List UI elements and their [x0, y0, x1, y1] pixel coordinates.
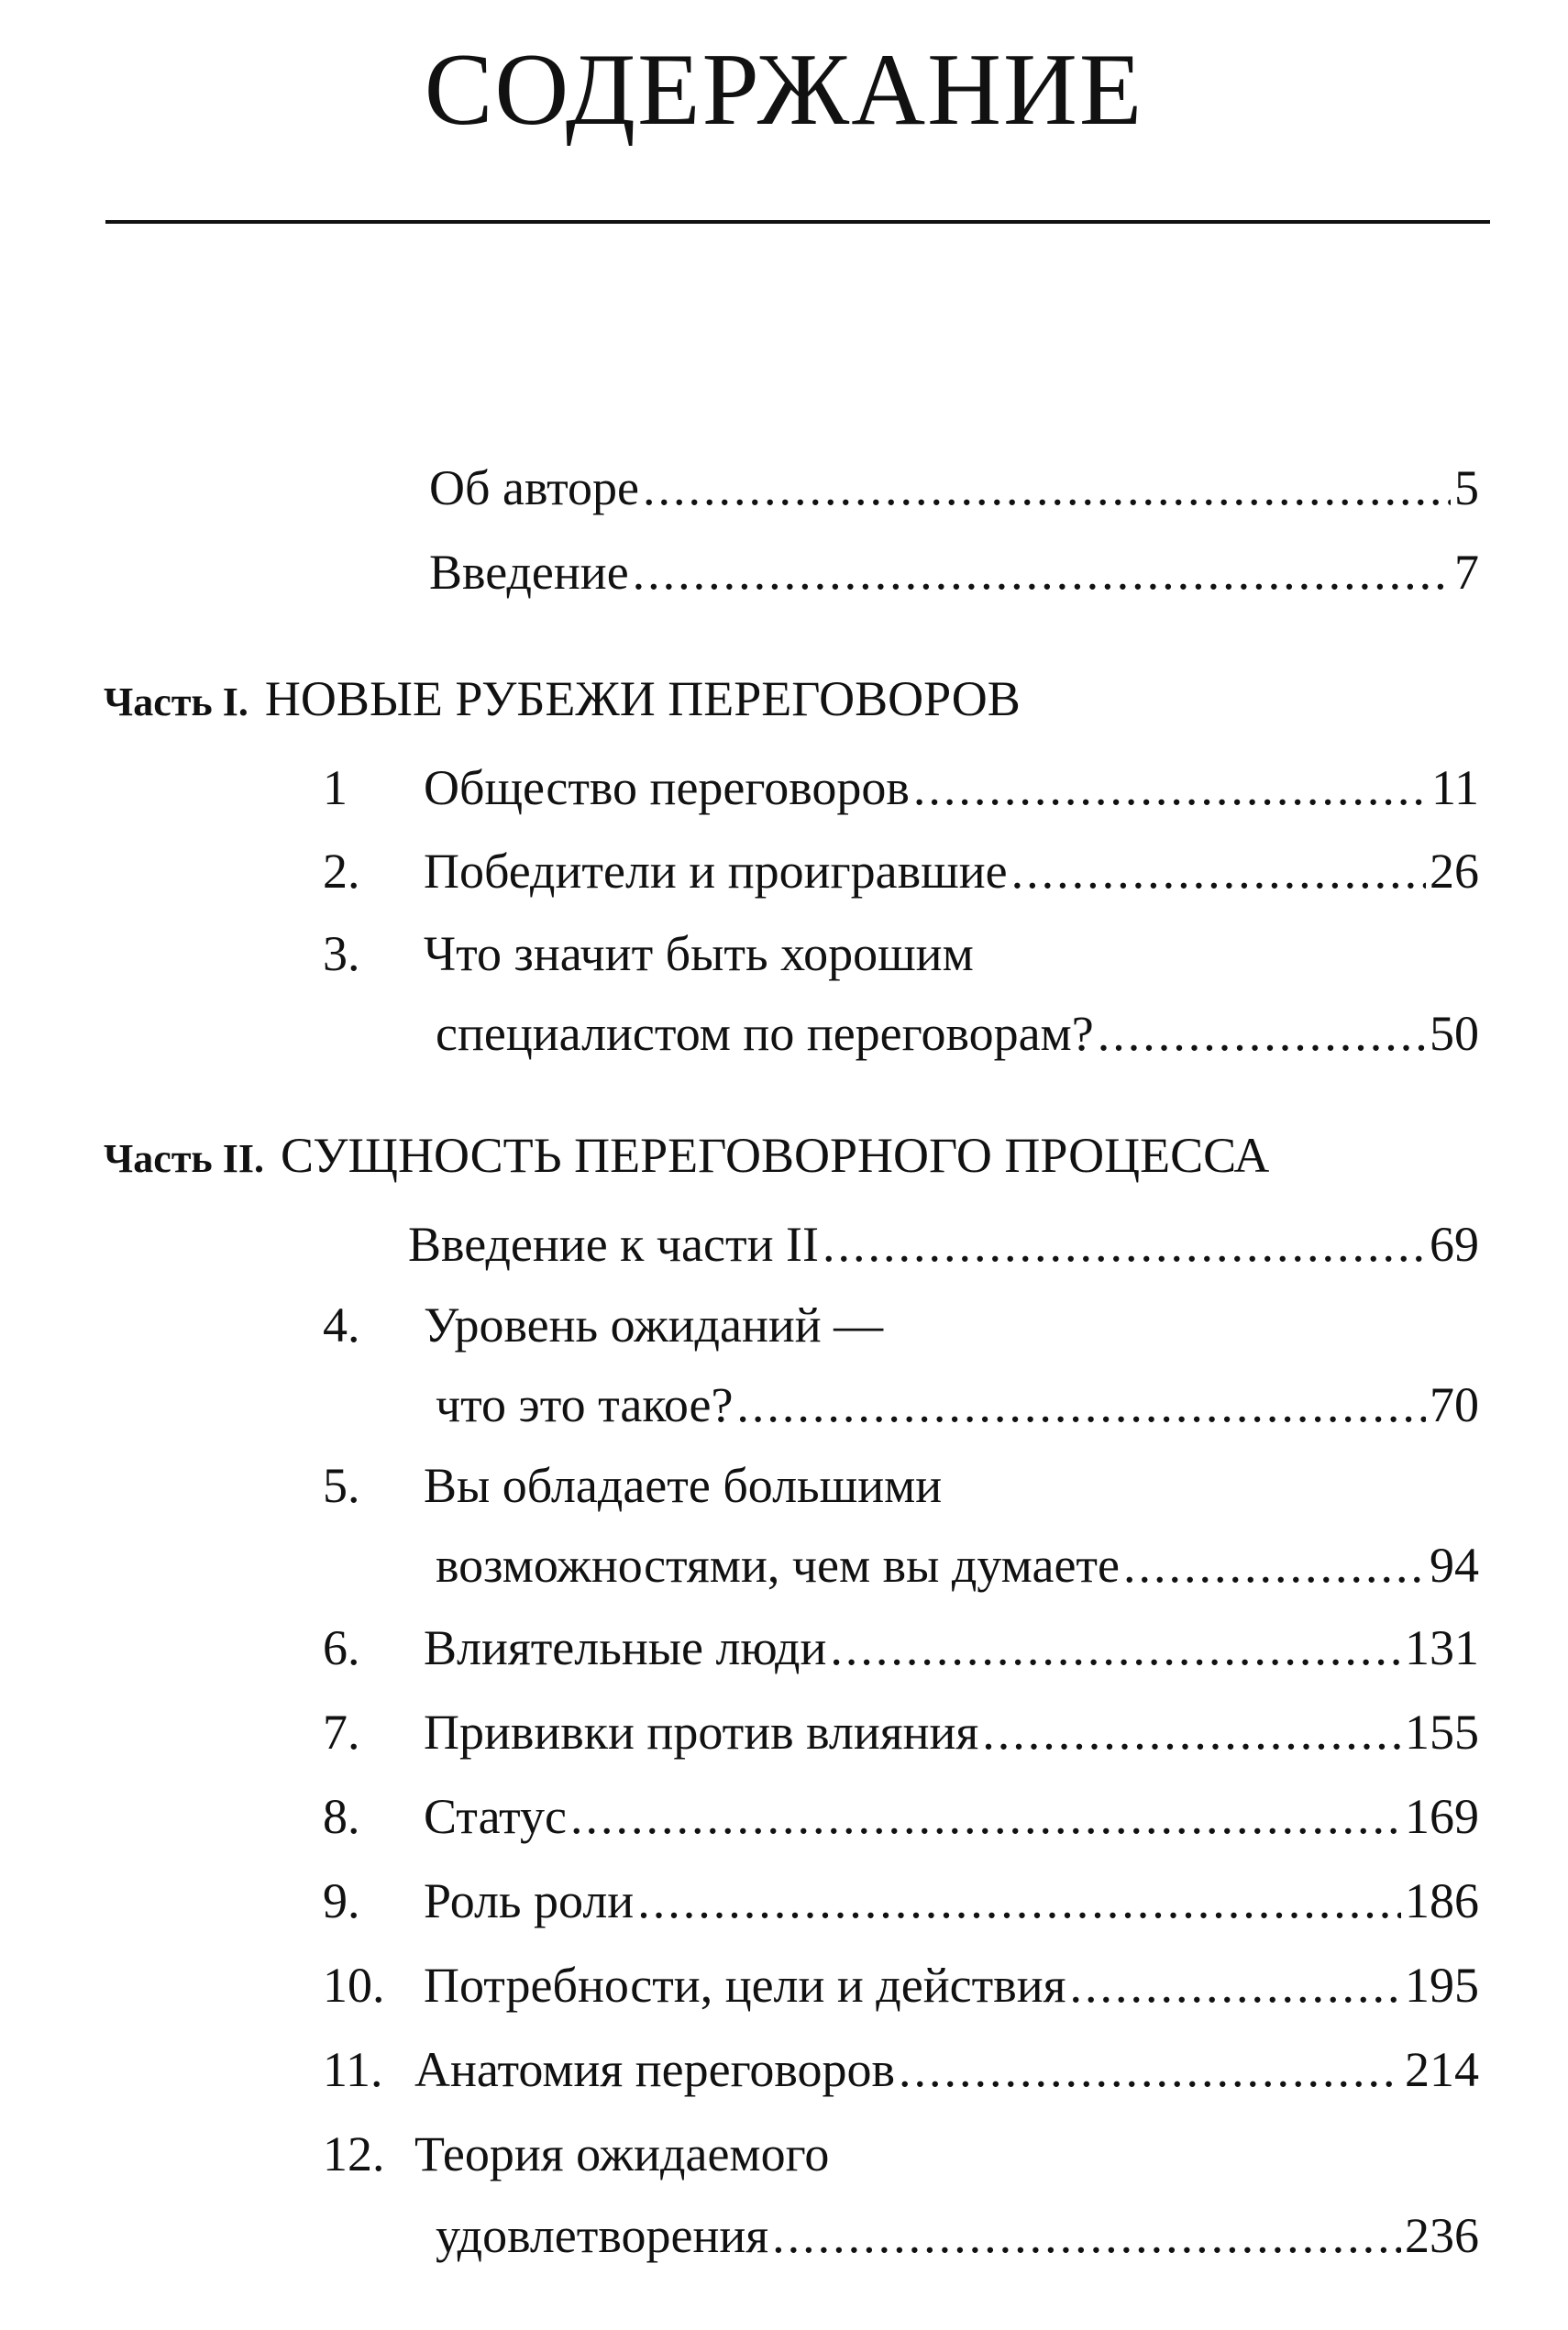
toc-entry-label: Влиятельные люди: [424, 1620, 827, 1675]
leader-dots: [1098, 1009, 1426, 1058]
leader-dots: [830, 1623, 1401, 1673]
chapter-number: 9.: [323, 1873, 360, 1928]
chapter-number: 12.: [323, 2126, 385, 2181]
toc-entry-page: 155: [1405, 1705, 1479, 1760]
chapter-number: 4.: [323, 1298, 360, 1353]
toc-entry-chapter-8[interactable]: [424, 1789, 1479, 1844]
toc-entry-label: Введение: [429, 545, 629, 600]
toc-entry-label: Роль роли: [424, 1873, 635, 1928]
toc-entry-page: 50: [1430, 1006, 1479, 1061]
toc-entry-chapter-9[interactable]: [424, 1873, 1479, 1928]
leader-dots: [1011, 846, 1426, 896]
toc-entry-page: 236: [1405, 2208, 1479, 2263]
leader-dots: [982, 1707, 1401, 1757]
part-label: Часть II.: [104, 1136, 264, 1181]
toc-entry-introduction[interactable]: [429, 545, 1479, 600]
toc-entry-label: Статус: [424, 1789, 567, 1844]
leader-dots: [570, 1792, 1401, 1841]
toc-entry-label: Введение к части II: [408, 1217, 819, 1272]
chapter-number: 6.: [323, 1620, 360, 1675]
toc-entry-page: 186: [1405, 1873, 1479, 1928]
leader-dots: [899, 2045, 1401, 2094]
toc-entry-first-line: Вы обладаете большими: [424, 1458, 943, 1513]
toc-entry-chapter-5[interactable]: [436, 1538, 1479, 1593]
chapter-number: 1: [323, 760, 348, 815]
leader-dots: [633, 547, 1451, 597]
toc-entry-chapter-12[interactable]: [436, 2208, 1479, 2263]
toc-entry-label: Победители и проигравшие: [424, 844, 1008, 899]
toc-entry-page: 7: [1454, 545, 1479, 600]
toc-entry-label: удовлетворения: [436, 2208, 769, 2263]
toc-entry-label: Общество переговоров: [424, 760, 910, 815]
toc-entry-chapter-2[interactable]: [424, 844, 1479, 899]
toc-entry-page: 214: [1405, 2042, 1479, 2097]
chapter-number: 3.: [323, 926, 360, 981]
part-heading-1: [104, 671, 1021, 726]
toc-entry-chapter-10[interactable]: [424, 1958, 1479, 2013]
toc-entry-page: 69: [1430, 1217, 1479, 1272]
chapter-number: 8.: [323, 1789, 360, 1844]
toc-entry-label: Потребности, цели и действия: [424, 1958, 1066, 2013]
toc-entry-page: 169: [1405, 1789, 1479, 1844]
toc-entry-first-line: Что значит быть хорошим: [424, 926, 974, 981]
leader-dots: [823, 1220, 1426, 1269]
toc-entry-page: 195: [1405, 1958, 1479, 2013]
part-title: НОВЫЕ РУБЕЖИ ПЕРЕГОВОРОВ: [264, 671, 1021, 726]
toc-entry-page: 131: [1405, 1620, 1479, 1675]
toc-entry-page: 5: [1454, 460, 1479, 515]
toc-entry-label: Анатомия переговоров: [414, 2042, 895, 2097]
toc-entry-chapter-11[interactable]: [414, 2042, 1479, 2097]
leader-dots: [637, 1876, 1401, 1926]
toc-entry-chapter-3[interactable]: [436, 1006, 1479, 1061]
part-label: Часть I.: [104, 679, 248, 724]
toc-entry-label: возможностями, чем вы думаете: [436, 1538, 1120, 1593]
toc-entry-label: Прививки против влияния: [424, 1705, 979, 1760]
toc-entry-page: 26: [1430, 844, 1479, 899]
chapter-number: 11.: [323, 2042, 383, 2097]
toc-entry-page: 70: [1430, 1377, 1479, 1432]
toc-entry-part2-introduction[interactable]: [408, 1217, 1479, 1272]
leader-dots: [1069, 1960, 1401, 2010]
chapter-number: 2.: [323, 844, 360, 899]
toc-entry-chapter-6[interactable]: [424, 1620, 1479, 1675]
toc-entry-page: 94: [1430, 1538, 1479, 1593]
toc-entry-about-author[interactable]: [429, 460, 1479, 515]
chapter-number: 5.: [323, 1458, 360, 1513]
page-title: СОДЕРЖАНИЕ: [424, 33, 1144, 147]
part-heading-2: [104, 1128, 1270, 1183]
leader-dots: [772, 2211, 1401, 2260]
leader-dots: [913, 763, 1428, 812]
toc-entry-page: 11: [1431, 760, 1479, 815]
chapter-number: 7.: [323, 1705, 360, 1760]
toc-entry-chapter-1[interactable]: [424, 760, 1479, 815]
toc-entry-label: специалистом по переговорам?: [436, 1006, 1094, 1061]
leader-dots: [1123, 1540, 1426, 1590]
toc-entry-label: что это такое?: [436, 1377, 734, 1432]
chapter-number: 10.: [323, 1958, 385, 2013]
toc-entry-first-line: Теория ожидаемого: [414, 2126, 830, 2181]
toc-entry-chapter-7[interactable]: [424, 1705, 1479, 1760]
leader-dots: [736, 1380, 1426, 1430]
toc-entry-first-line: Уровень ожиданий —: [424, 1298, 884, 1353]
leader-dots: [643, 463, 1451, 513]
part-title: СУЩНОСТЬ ПЕРЕГОВОРНОГО ПРОЦЕССА: [280, 1128, 1270, 1183]
toc-entry-chapter-4[interactable]: [436, 1377, 1479, 1432]
toc-entry-label: Об авторе: [429, 460, 639, 515]
